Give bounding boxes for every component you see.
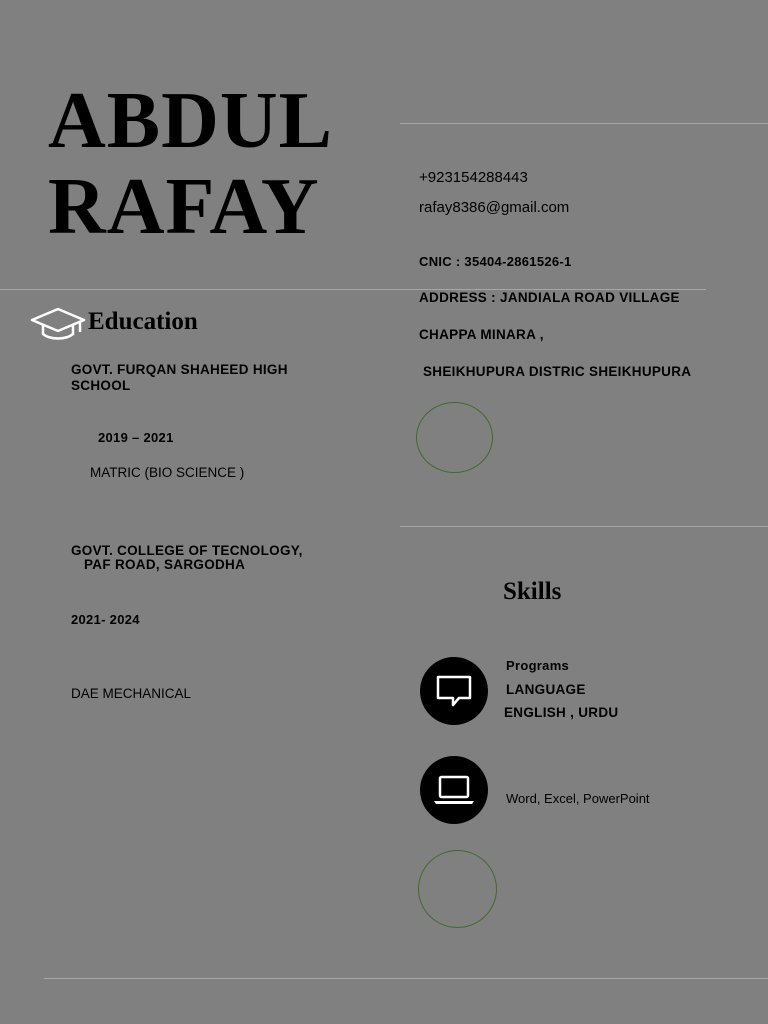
candidate-name	[48, 78, 333, 250]
edu1-institution-line1: GOVT. FURQAN SHAHEED HIGH	[71, 362, 288, 377]
name-line2: RAFAY	[48, 163, 320, 251]
decorative-ring-top	[416, 402, 493, 473]
cnic: CNIC : 35404-2861526-1	[419, 254, 572, 269]
edu2-institution-line2: PAF ROAD, SARGODHA	[84, 557, 246, 572]
divider-top-right	[400, 123, 768, 124]
decorative-ring-bottom	[418, 850, 497, 928]
graduation-cap-icon	[30, 306, 86, 342]
address-line1: ADDRESS : JANDIALA ROAD VILLAGE	[419, 290, 680, 305]
edu2-years: 2021- 2024	[71, 612, 140, 627]
divider-bottom	[44, 978, 768, 979]
edu2-degree: DAE MECHANICAL	[71, 686, 192, 701]
laptop-icon	[420, 756, 488, 824]
address-line2: CHAPPA MINARA ,	[419, 327, 544, 342]
name-line1: ABDUL	[48, 77, 334, 165]
education-heading: Education	[88, 308, 198, 335]
address-line3: SHEIKHUPURA DISTRIC SHEIKHUPURA	[423, 364, 692, 379]
phone-number: +923154288443	[419, 169, 528, 186]
edu2-institution-line1: GOVT. COLLEGE OF TECNOLOGY,	[71, 543, 303, 558]
skills-heading: Skills	[503, 578, 562, 605]
skill1-heading: Programs	[506, 658, 570, 673]
edu1-years: 2019 – 2021	[98, 430, 174, 445]
skill2-text: Word, Excel, PowerPoint	[506, 791, 650, 806]
email-address: rafay8386@gmail.com	[419, 199, 570, 216]
edu1-degree: MATRIC (BIO SCIENCE )	[90, 465, 245, 480]
skill1-line2: ENGLISH , URDU	[504, 705, 619, 720]
skill1-line1: LANGUAGE	[506, 682, 586, 697]
edu1-institution-line2: SCHOOL	[71, 378, 131, 393]
speech-bubble-icon	[420, 657, 488, 725]
divider-mid-right	[400, 526, 768, 527]
